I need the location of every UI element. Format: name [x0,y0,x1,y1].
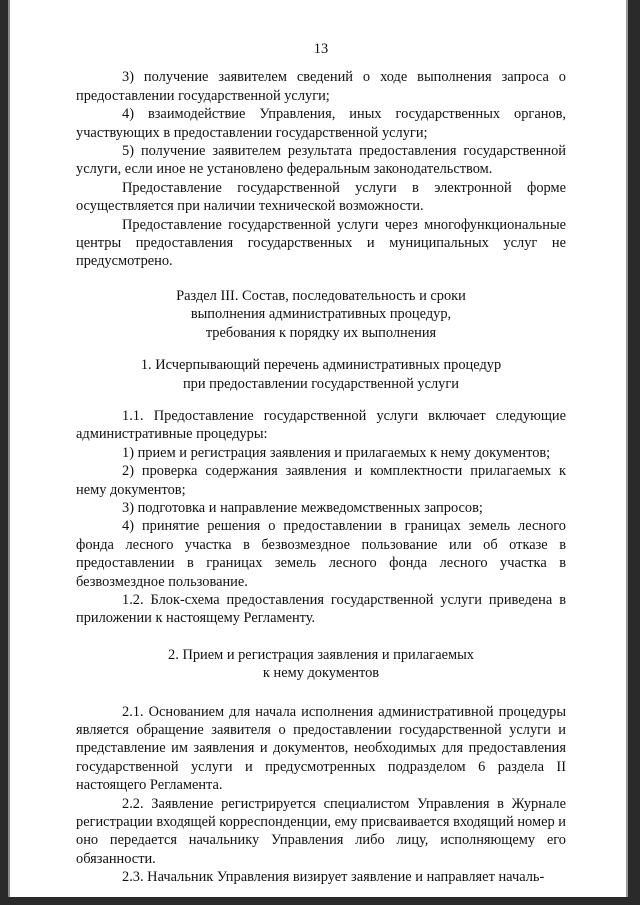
paragraph: 2) проверка содержания заявления и комплектности прилагаемых к нему документов; [76,463,566,498]
paragraph: 3) подготовка и направление межведомственных запросов; [122,499,483,516]
heading-line: 1. Исчерпывающий перечень административных процедур [140,357,502,374]
subsection-2-heading [76,646,566,683]
document-page [8,0,628,905]
scan-bottom-edge [8,897,628,905]
paragraph: 5) получение заявителем результата предоставления государственной услуги, если иное не установлено федеральным законодательством. [76,143,566,178]
paragraph: 2.3. Начальник Управления визирует заявление и направляет началь- [122,869,545,886]
paragraph: 4) взаимодействие Управления, иных государственных органов, участвующих в предоставлении государственной услуги; [76,106,566,141]
subsection-1-heading [76,356,566,393]
paragraph: 4) принятие решения о предоставлении в границах земель лесного фонда лесного участка в безвозмездное пользование или об отказе в предоставлении в границах земель лесного фонда лесного участка в безвозмездное пользование. [76,518,566,590]
paragraph: 3) получение заявителем сведений о ходе выполнения запроса о предоставлении государственной услуги; [76,69,566,104]
heading-line: требования к порядку их выполнения [205,324,437,341]
heading-line: 2. Прием и регистрация заявления и прилагаемых [168,646,474,663]
heading-line: выполнения административных процедур, [190,306,452,323]
heading-line: к нему документов [262,665,380,682]
paragraph: 1.1. Предоставление государственной услуги включает следующие административные процедуры: [76,407,566,443]
page-number: 13 [313,41,329,57]
section-3-heading [76,287,566,342]
paragraph: Предоставление государственной услуги через многофункциональные центры предоставления государственных и муниципальных услуг не предусмотрено. [76,216,566,270]
paragraph: 2.2. Заявление регистрируется специалистом Управления в Журнале регистрации входящей корреспонденции, ему присваивается входящий номер и оно передается начальнику Управления либо лицу, исполняющему его обязанности. [76,795,566,867]
heading-line: при предоставлении государственной услуги [182,375,459,392]
paragraph: Предоставление государственной услуги в электронной форме осуществляется при наличии технической возможности. [76,179,566,215]
heading-line: Раздел III. Состав, последовательность и сроки [176,287,466,304]
paragraph: 1) прием и регистрация заявления и прилагаемых к нему документов; [122,444,551,461]
paragraph: 2.1. Основанием для начала исполнения административной процедуры является обращение заявителя о предоставлении государственной услуги и представление им заявления и документов, необходимых для предоставления государственной услуги и предусмотренных подразделом 6 раздела II настоящего Регламента. [76,703,566,794]
paragraph: 1.2. Блок-схема предоставления государственной услуги приведена в приложении к настоящему Регламенту. [76,591,566,627]
page-content [76,40,566,887]
